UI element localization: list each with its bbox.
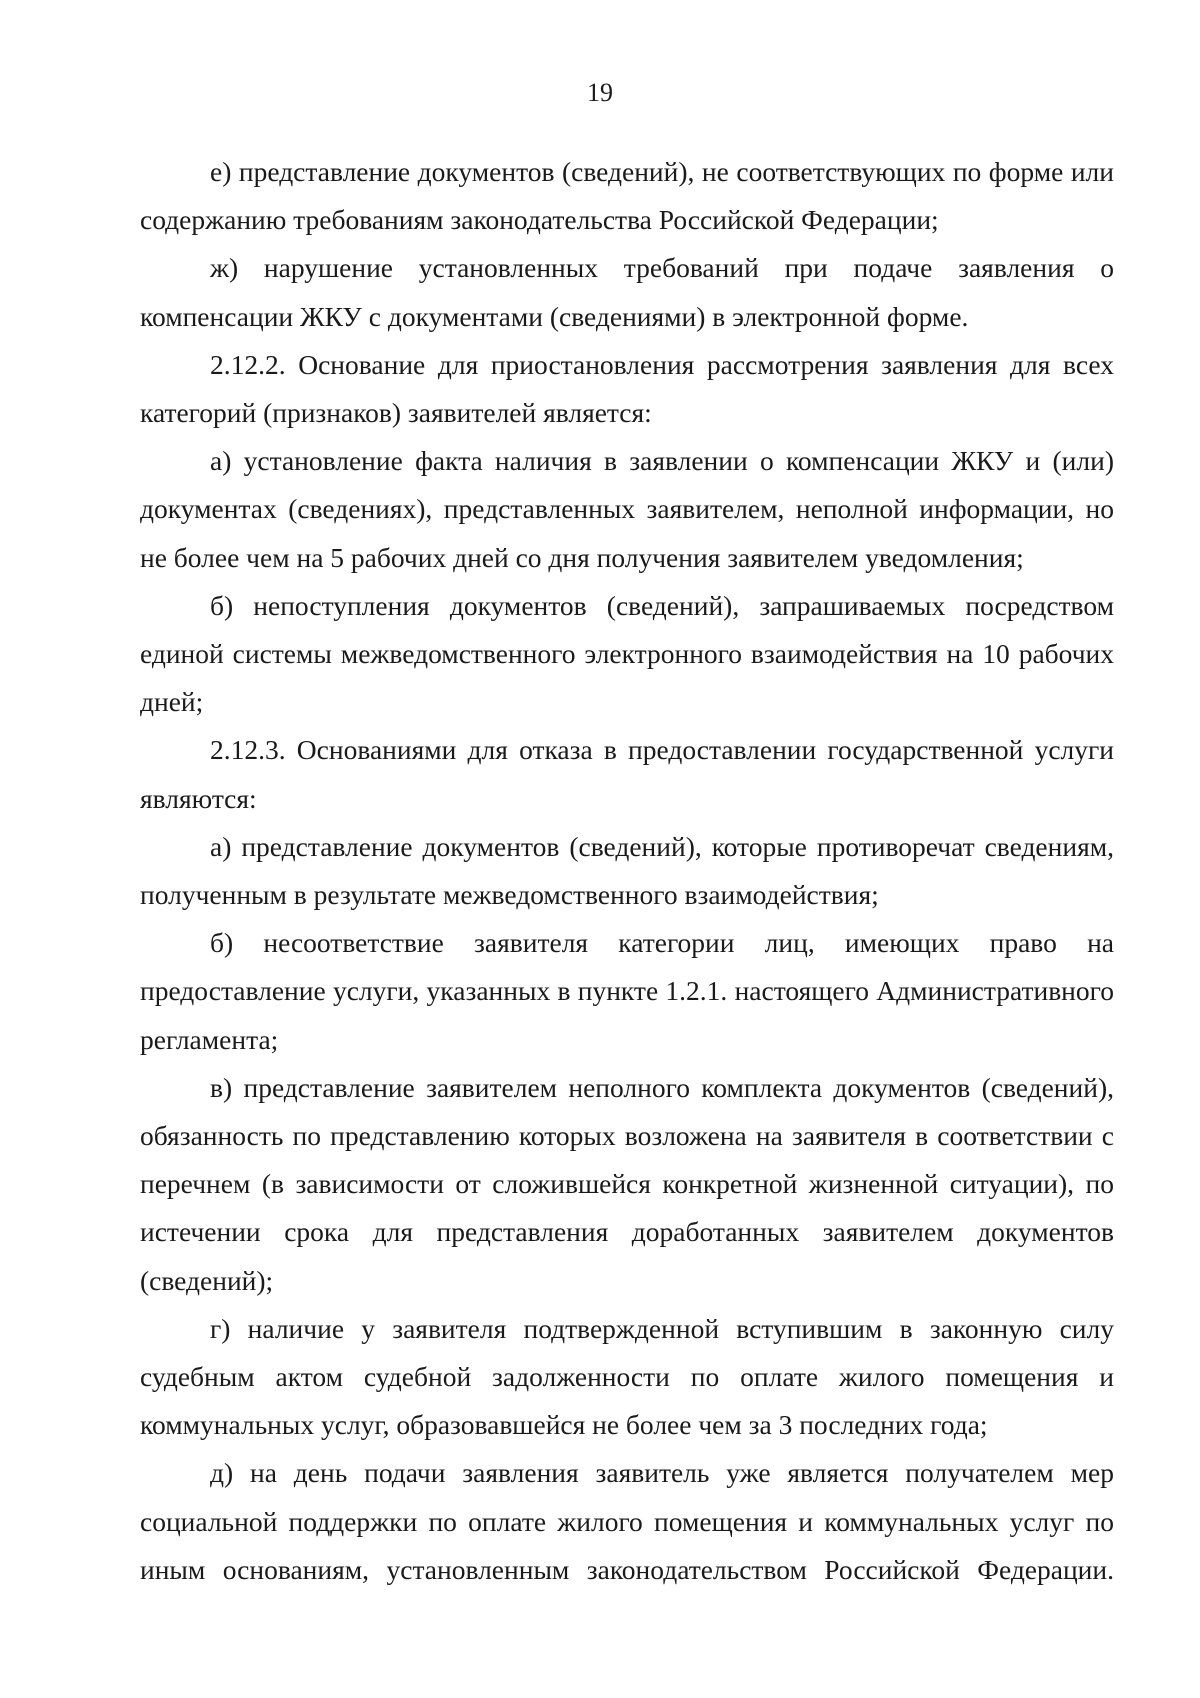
paragraph-v-incomplete-set: в) представление заявителем неполного комплекта документов (сведений), обязанность по представлению которых возложена на заявителя в соответствии с перечнем (в зависимости от сложившейся конкретной жизненной ситуации), по истечении срока для представления доработанных заявителем документов (сведений); bbox=[140, 1071, 1114, 1296]
paragraph-a-incomplete-information: а) установление факта наличия в заявлении о компенсации ЖКУ и (или) документах (сведениях), представленных заявителем, неполной информации, но не более чем на 5 рабочих дней со дня получения заявителем уведомления; bbox=[140, 445, 1114, 573]
paragraph-a-contradicting-documents: а) представление документов (сведений), которые противоречат сведениям, полученным в результате межведомственного взаимодействия; bbox=[140, 830, 1114, 911]
paragraph-2-12-2-suspension-basis: 2.12.2. Основание для приостановления рассмотрения заявления для всех категорий (признаков) заявителей является: bbox=[140, 348, 1114, 429]
paragraph-b-category-mismatch: б) несоответствие заявителя категории лиц, имеющих право на предоставление услуги, указанных в пункте 1.2.1. настоящего Административного регламента; bbox=[140, 927, 1114, 1055]
paragraph-2-12-3-refusal-basis: 2.12.3. Основаниями для отказа в предоставлении государственной услуги являются: bbox=[140, 734, 1114, 814]
document-body bbox=[140, 148, 1114, 1594]
paragraph-g-court-debt: г) наличие у заявителя подтвержденной вступившим в законную силу судебным актом судебной задолженности по оплате жилого помещения и коммунальных услуг, образовавшейся не более чем за 3 последних года; bbox=[140, 1312, 1114, 1441]
paragraph-zh-electronic-requirements: ж) нарушение установленных требований при подаче заявления о компенсации ЖКУ с документами (сведениями) в электронной форме. bbox=[140, 252, 1114, 332]
paragraph-e-submission-noncompliant: е) представление документов (сведений), не соответствующих по форме или содержанию требованиям законодательства Российской Федерации; bbox=[140, 156, 1114, 236]
page-number: 19 bbox=[587, 78, 613, 107]
paragraph-d-existing-support: д) на день подачи заявления заявитель уже является получателем мер социальной поддержки по оплате жилого помещения и коммунальных услуг по иным основаниям, установленным законодательством Российской Федерации. bbox=[140, 1457, 1114, 1585]
paragraph-b-documents-not-received: б) непоступления документов (сведений), запрашиваемых посредством единой системы межведомственного электронного взаимодействия на 10 рабочих дней; bbox=[140, 589, 1114, 718]
